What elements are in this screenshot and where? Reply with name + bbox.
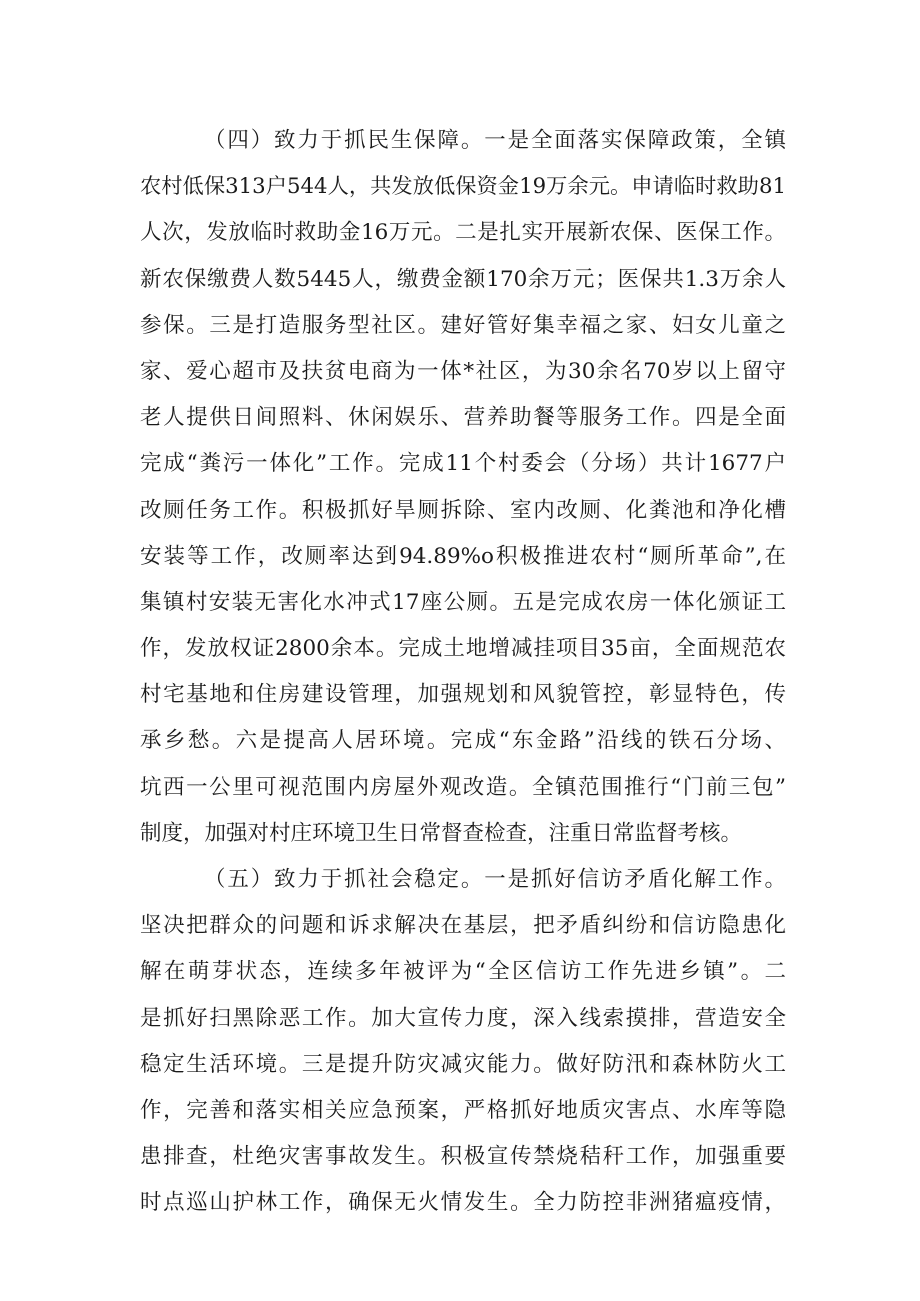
text-line: 家、爱心超市及扶贫电商为一体*社区，为30余名70岁以上留守 <box>140 358 786 384</box>
text-line: 患排查，杜绝灾害事故发生。积极宣传禁烧秸秆工作，加强重要 <box>140 1144 786 1170</box>
text-line: 稳定生活环境。三是提升防灾减灾能力。做好防汛和森林防火工 <box>140 1051 786 1077</box>
body-text <box>140 118 786 1227</box>
text-line: 集镇村安装无害化水冲式17座公厕。五是完成农房一体化颁证工 <box>140 589 786 615</box>
paragraph-4-start: （四）致力于抓民生保障。一是全面落实保障政策，全镇 <box>204 128 786 153</box>
text-line: 参保。三是打造服务型社区。建好管好集幸福之家、妇女儿童之 <box>140 312 786 338</box>
paragraph-4-end: 制度，加强对村庄环境卫生日常督查检查，注重日常监督考核。 <box>140 820 743 846</box>
text-line: 改厕任务工作。积极抓好旱厕拆除、室内改厕、化粪池和净化槽 <box>140 497 786 523</box>
text-line: 坚决把群众的问题和诉求解决在基层，把矛盾纠纷和信访隐患化 <box>140 913 786 939</box>
text-line: 老人提供日间照料、休闲娱乐、营养助餐等服务工作。四是全面 <box>140 405 786 431</box>
text-line: 坑西一公里可视范围内房屋外观改造。全镇范围推行“门前三包” <box>140 774 786 800</box>
text-line: 时点巡山护林工作，确保无火情发生。全力防控非洲猪瘟疫情， <box>140 1190 786 1216</box>
text-line: 农村低保313户544人，共发放低保资金19万余元。申请临时救助81 <box>140 174 786 200</box>
text-line: 新农保缴费人数5445人，缴费金额170余万元；医保共1.3万余人 <box>140 266 786 292</box>
paragraph-5-start: （五）致力于抓社会稳定。一是抓好信访矛盾化解工作。 <box>204 867 786 892</box>
text-line: 作，发放权证2800余本。完成土地增减挂项目35亩，全面规范农 <box>140 636 786 662</box>
text-line: 承乡愁。六是提高人居环境。完成“东金路”沿线的铁石分场、 <box>140 728 786 754</box>
text-line: 作，完善和落实相关应急预案，严格抓好地质灾害点、水库等隐 <box>140 1097 786 1123</box>
text-line: 安装等工作，改厕率达到94.89%o积极推进农村“厕所革命”,在 <box>140 543 786 569</box>
text-line: 完成“粪污一体化”工作。完成11个村委会（分场）共计1677户 <box>140 451 786 477</box>
text-line: 人次，发放临时救助金16万元。二是扎实开展新农保、医保工作。 <box>140 220 786 246</box>
text-line: 是抓好扫黑除恶工作。加大宣传力度，深入线索摸排，营造安全 <box>140 1005 786 1031</box>
text-line: 解在萌芽状态，连续多年被评为“全区信访工作先进乡镇”。二 <box>140 959 786 985</box>
text-line: 村宅基地和住房建设管理，加强规划和风貌管控，彰显特色，传 <box>140 682 786 708</box>
